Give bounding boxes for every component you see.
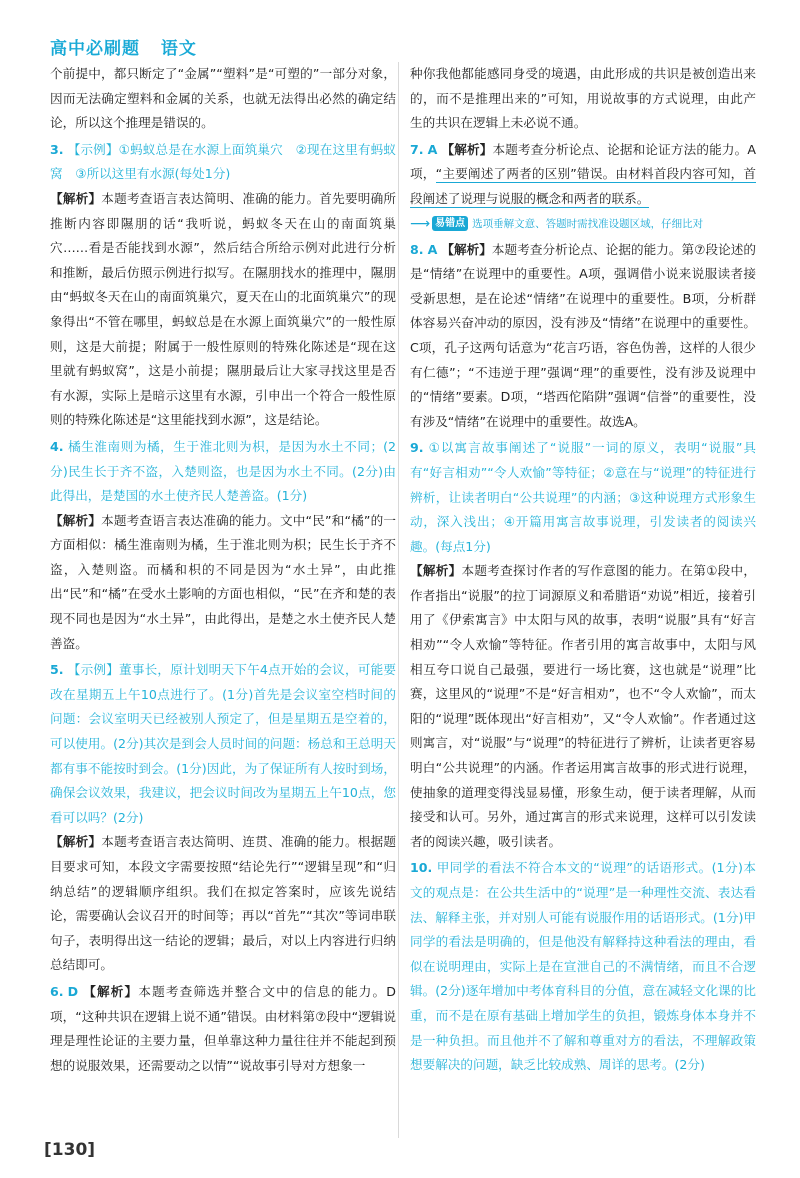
column-divider	[398, 62, 399, 1138]
question-number: 6.	[50, 983, 64, 999]
subject-title: 语文	[160, 39, 197, 59]
analysis-label: 【解析】	[50, 190, 102, 206]
book-title: 高中必刷题	[50, 39, 140, 59]
question-9	[410, 436, 756, 854]
answer-text: 甲同学的看法不符合本文的“说理”的话语形式。(1分)本文的观点是：在公共生活中的“说理”是一种理性交流、表达看法、解释主张，并对别人可能有说服作用的话语形式。(1分)甲同学的看法是明确的，但是他没有解释持这种看法的理由，看似在说明理由，实际上是在宣泄自己的不满情绪，而且不合逻辑。(2分)逐年增加中考体育科目的分值，意在减轻文化课的比重，而不是在原有基础上增加学生的负担，锻炼身体本身并不是一种负担。而且他并不了解和尊重对方的看法，不理解政策想要解决的问题，缺乏比较成熟、周详的思考。(2分)	[410, 860, 756, 1073]
analysis-label: 【解析】	[441, 241, 492, 257]
error-prone-note	[410, 214, 756, 234]
continued-text: 种你我他都能感同身受的境遇，由此形成的共识是被创造出来的，而不是推理出来的”可知，用说故事的方式说理，由此产生的共识在逻辑上未必说不通。	[410, 66, 756, 131]
arrow-icon: ⟶	[410, 215, 431, 232]
answer-choice: D	[67, 983, 79, 999]
question-number: 10.	[410, 860, 433, 876]
question-3	[50, 138, 396, 433]
analysis-text: 本题考查分析论点、论据的能力。第⑦段论述的是“情绪”在说理中的重要性。A项，强调借小说来说服读者接受新思想，是在论述“情绪”在说理中的重要性。B项，分析群体容易兴奋冲动的原因，没有涉及“情绪”在说理中的重要性。C项，孔子这两句话意为“花言巧语，容色伪善，这样的人很少有仁德”；“不违逆于理”强调“理”的重要性，没有涉及说理中的“情绪”要素。D项，“塔西佗陷阱”强调“信誉”的重要性，没有涉及“情绪”在说理中的重要性。故选A。	[410, 241, 756, 429]
underlined-analysis-text: “主要阐述了两者的区别”错误。由材料首段内容可知，首段阐述了说理与说服的概念和两者的联系。	[410, 166, 757, 206]
analysis-label: 【解析】	[50, 512, 102, 528]
question-number: 8.	[410, 241, 424, 257]
analysis-label: 【解析】	[50, 834, 102, 850]
answer-text: 橘生淮南则为橘，生于淮北则为枳，是因为水土不同；(2分)民生长于齐不盗，入楚则盗，也是因为水土不同。(2分)由此得出，是楚国的水土使齐民人楚善盗。(1分)	[50, 438, 396, 504]
answer-choice: A	[427, 241, 438, 257]
page-number-value: 130	[51, 1140, 88, 1160]
question-4	[50, 435, 396, 656]
answer-choice: A	[427, 141, 438, 157]
analysis-text: 本题考查语言表达简明、连贯、准确的能力。根据题目要求可知，本段文字需要按照“结论先行”“逻辑呈现”和“归纳总结”的逻辑顺序组织。我们在拟定答案时，应该先说结论，需要确认会议召开的时间等；再以“首先”“其次”等词串联句子，表明得出这一结论的逻辑；最后，对以上内容进行归纳总结即可。	[50, 834, 397, 973]
left-column	[50, 62, 396, 1078]
note-text: 选项垂解文意、答题时需找准设题区域，仔细比对	[472, 217, 704, 230]
analysis-label: 【解析】	[82, 983, 139, 999]
analysis-text: 本题考查语言表达简明、准确的能力。首先要明确所推断内容即隰朋的话“我听说，蚂蚁冬天在山的南面筑巢穴……看是否能找到水源”，然后结合所给示例对此进行分析和推断，最后仿照示例进行拟写。在隰朋找水的推理中，隰朋由“蚂蚁冬天在山的南面筑巢穴，夏天在山的北面筑巢穴”的现象得出“不管在哪里，蚂蚁总是在水源上面筑巢穴”的一般性原则，这是大前提；附属于一般性原则的特殊化陈述是“现在这里就有蚂蚁窝”，这是小前提；隰朋最后让大家寻找这里是否有水源，实际上是暗示这里有水源，引申出一个符合一般性原则的特殊化陈述是“这里能找到水源”，这是结论。	[50, 190, 397, 428]
note-badge: 易错点	[432, 216, 468, 231]
right-column	[410, 62, 756, 1078]
continued-text: 个前提中，都只断定了“金属”“塑料”是“可塑的”一部分对象，因而无法确定塑料和金属的关系，也就无法得出必然的确定结论，所以这个推理是错误的。	[50, 66, 396, 131]
answer-text: 【示例】①蚂蚁总是在水源上面筑巢穴 ②现在这里有蚂蚁窝 ③所以这里有水源(每处1分)	[50, 141, 396, 182]
analysis-label: 【解析】	[441, 141, 493, 157]
question-number: 4.	[50, 438, 64, 454]
question-8	[410, 238, 756, 435]
analysis-text: 本题考查分析论点、论据和论证方法的能力。A项，	[410, 141, 756, 182]
question-number: 3.	[50, 141, 64, 157]
question-7	[410, 138, 756, 234]
answer-text: 【示例】董事长，原计划明天下午4点开始的会议，可能要改在星期五上午10点进行了。(1分)首先是会议室空档时间的问题：会议室明天已经被别人预定了，但是星期五是空着的，可以使用。(2分)其次是到会人员时间的问题：杨总和王总明天都有事不能按时到会。(1分)因此，为了保证所有人按时到场，确保会议效果，我建议，把会议时间改为星期五上午10点，您看可以吗？(2分)	[50, 662, 396, 825]
analysis-text: 本题考查语言表达准确的能力。文中“民”和“橘”的一方面相似：橘生淮南则为橘，生于淮北则为枳；民生长于齐不盗，入楚则盗。而橘和枳的不同是因为“水土异”，由此推出“民”和“橘”在受水土影响的方面也相似，“民”在齐和楚的表现不同也是因为“水土异”，由此得出，是楚之水土使齐民人楚善盗。	[50, 512, 397, 651]
analysis-label: 【解析】	[410, 563, 462, 579]
page-number: [130]	[44, 1140, 96, 1160]
analysis-text: 本题考查筛选并整合文中的信息的能力。D项，“这种共识在逻辑上说不通”错误。由材料第⑦段中“逻辑说理是理性论证的主要力量，但单靠这种力量往往并不能起到预想的说服效果，还需要动之以情”“说故事引导对方想象一	[50, 983, 397, 1073]
question-5	[50, 658, 396, 978]
question-number: 7.	[410, 141, 424, 157]
answer-text: ①以寓言故事阐述了“说服”一词的原义，表明“说服”具有“好言相劝”“令人欢愉”等特征；②意在与“说理”的特征进行辨析，让读者明白“公共说理”的内涵；③这种说理方式形象生动，深入浅出；④开篇用寓言故事说理，引发读者的阅读兴趣。(每点1分)	[410, 440, 756, 554]
question-number: 9.	[410, 440, 424, 456]
running-header	[50, 34, 211, 59]
analysis-text: 本题考查探讨作者的写作意图的能力。在第①段中，作者指出“说服”的拉丁词源原义和希腊语“劝说”相近，接着引用了《伊索寓言》中太阳与风的故事，表明“说服”具有“好言相劝”“令人欢愉”等特征。作者引用的寓言故事中，太阳与风相互夸口说自己最强，要进行一场比赛，这也就是“说理”比赛，这里风的“说理”不是“好言相劝”，也不“令人欢愉”，而太阳的“说理”既体现出“好言相劝”，又“令人欢愉”。作者通过这则寓言，对“说服”与“说理”的特征进行了辨析，让读者更容易明白“公共说理”的内涵。作者运用寓言故事的形式进行说理，使抽象的道理变得浅显易懂，形象生动，便于读者理解，从而接受和认可。另外，通过寓言的形式来说理，这样可以引发读者的阅读兴趣，吸引读者。	[410, 563, 757, 849]
question-10	[410, 856, 756, 1077]
question-6	[50, 980, 396, 1078]
question-number: 5.	[50, 662, 64, 678]
